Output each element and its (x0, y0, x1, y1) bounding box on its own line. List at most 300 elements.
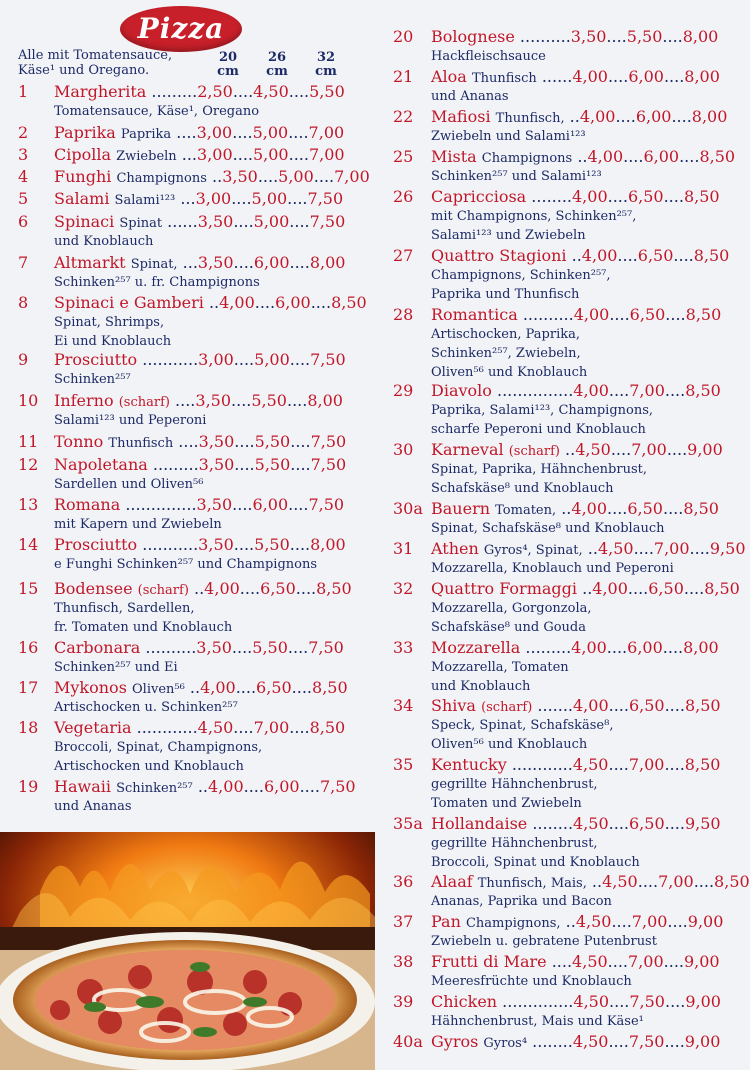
dot-leader: .... (232, 495, 253, 514)
item-inline-desc: Spinat (119, 216, 163, 231)
pizza-image (0, 832, 375, 1070)
item-inline-desc: Paprika (120, 127, 172, 142)
item-name: Hollandaise (431, 814, 528, 833)
price-32cm: 7,50 (307, 189, 344, 208)
dot-leader: .... (291, 678, 313, 697)
item-description: Meeresfrüchte und Knoblauch (431, 974, 632, 989)
price-20cm: 4,50 (572, 755, 609, 774)
dot-leader: ......... (146, 82, 198, 101)
item-description: gegrillte Hähnchenbrust, (431, 836, 598, 851)
price-20cm: 4,50 (572, 952, 608, 971)
price-26cm: 5,00 (253, 212, 290, 231)
price-20cm: 4,00 (572, 67, 608, 86)
dot-leader: .... (683, 579, 705, 598)
price-20cm: 4,50 (597, 539, 634, 558)
price-20cm: 4,50 (575, 440, 611, 459)
item-inline-desc: Oliven⁵⁶ (132, 682, 185, 697)
pizza-title-badge (120, 6, 242, 52)
item-inline-desc: Gyros⁴, Spinat, (483, 543, 583, 558)
item-number: 26 (393, 187, 414, 206)
dot-leader: .... (232, 145, 253, 164)
price-32cm: 8,50 (683, 499, 719, 518)
price-32cm: 8,50 (331, 293, 367, 312)
item-description: Speck, Spinat, Schafskäse⁸, (431, 718, 614, 733)
price-32cm: 8,00 (683, 638, 719, 657)
dot-leader: .. (582, 539, 598, 558)
item-number: 1 (18, 82, 29, 101)
dot-leader: .... (288, 123, 309, 142)
item-inline-desc: Thunfisch, Mais, (477, 876, 587, 891)
item-description: Spinat, Paprika, Hähnchenbrust, (431, 462, 647, 477)
dot-leader: .............. (120, 495, 197, 514)
dot-leader: .... (607, 952, 629, 971)
item-line (54, 678, 348, 700)
menu-item (375, 1032, 750, 1051)
dot-leader: ........ (526, 187, 572, 206)
price-20cm: 3,50 (196, 495, 233, 514)
dot-leader: .... (693, 872, 715, 891)
price-26cm: 6,50 (637, 246, 674, 265)
dot-leader: .... (290, 432, 311, 451)
item-number: 3 (18, 145, 29, 164)
item-line (431, 814, 721, 834)
dot-leader: .... (299, 777, 320, 796)
dot-leader: ............... (491, 381, 574, 400)
price-20cm: 4,00 (573, 305, 610, 324)
item-line (54, 579, 352, 601)
price-32cm: 7,50 (308, 495, 345, 514)
menu-item (375, 872, 750, 909)
price-32cm: 7,50 (319, 777, 356, 796)
price-26cm: 7,00 (629, 381, 665, 400)
dot-leader: .... (665, 305, 686, 324)
item-description: Artischocken u. Schinken²⁵⁷ (54, 700, 238, 715)
item-line (54, 638, 344, 658)
item-description: Tomatensauce, Käse¹, Oregano (54, 104, 260, 119)
price-26cm: 7,00 (658, 872, 694, 891)
price-26cm: 6,50 (627, 499, 663, 518)
dot-leader: .......... (140, 638, 197, 657)
price-26cm: 7,00 (631, 440, 667, 459)
dot-leader: .... (295, 579, 317, 598)
price-26cm: 5,00 (252, 123, 289, 142)
item-description: Oliven⁵⁶ und Knoblauch (431, 737, 588, 752)
dot-leader: .......... (517, 305, 574, 324)
price-32cm: 9,00 (685, 992, 721, 1011)
price-32cm: 9,50 (684, 814, 721, 833)
item-name: Hawaii (54, 777, 111, 796)
item-description: Schafskäse⁸ und Gouda (431, 620, 586, 635)
price-32cm: 8,50 (699, 147, 736, 166)
item-line (54, 432, 346, 454)
dot-leader: .... (637, 872, 659, 891)
price-32cm: 7,50 (309, 212, 346, 231)
item-line (431, 872, 750, 894)
dot-leader: .... (627, 579, 649, 598)
item-inline-desc: Thunfisch, (495, 111, 565, 126)
item-description: Mozzarella, Gorgonzola, (431, 601, 592, 616)
dot-leader: .... (667, 912, 688, 931)
dot-leader: .... (233, 212, 254, 231)
dot-leader: .. (564, 107, 580, 126)
item-number: 18 (18, 718, 39, 737)
item-name: Pan (431, 912, 461, 931)
dot-leader: .... (664, 381, 686, 400)
item-inline-desc: Gyros⁴ (483, 1036, 528, 1051)
price-20cm: 3,00 (198, 350, 234, 369)
item-name: Inferno (54, 391, 114, 410)
price-26cm: 5,50 (254, 432, 291, 451)
item-name: Gyros (431, 1032, 479, 1051)
dot-leader: .... (231, 189, 252, 208)
item-number: 35 (393, 755, 414, 774)
price-20cm: 4,50 (602, 872, 638, 891)
dot-leader: .... (664, 814, 685, 833)
item-description: Schinken²⁵⁷ (54, 372, 131, 387)
menu-item (0, 293, 375, 349)
item-name: Carbonara (54, 638, 141, 657)
item-line (54, 82, 345, 102)
dot-leader: .... (254, 293, 276, 312)
dot-leader: .... (679, 147, 700, 166)
price-26cm: 5,50 (254, 535, 290, 554)
dot-leader: .... (608, 755, 629, 774)
dot-leader: .... (231, 638, 253, 657)
intro-text: Alle mit Tomatensauce, Käse¹ und Oregano. (18, 48, 173, 78)
price-32cm: 7,50 (308, 638, 344, 657)
dot-leader: .. (203, 293, 220, 312)
size-unit: cm (315, 64, 337, 79)
item-inline-desc: Champignons, (465, 916, 561, 931)
item-line (431, 992, 721, 1012)
price-26cm: 5,00 (251, 189, 288, 208)
item-description: Ei und Knoblauch (54, 334, 172, 349)
price-26cm: 7,00 (631, 912, 668, 931)
price-26cm: 6,50 (260, 579, 296, 598)
item-line (431, 187, 720, 207)
price-32cm: 8,50 (693, 246, 730, 265)
item-description: Broccoli, Spinat und Knoblauch (431, 855, 640, 870)
dot-leader: .. (566, 246, 582, 265)
price-32cm: 7,50 (310, 455, 347, 474)
item-name: Alaaf (431, 872, 473, 891)
dot-leader: ........... (137, 350, 199, 369)
menu-item (0, 678, 375, 715)
dot-leader: .... (666, 440, 688, 459)
menu-item (375, 107, 750, 144)
price-20cm: 4,00 (208, 777, 244, 796)
dot-leader: .... (288, 145, 309, 164)
item-name: Athen (431, 539, 479, 558)
item-number: 37 (393, 912, 414, 931)
item-line (54, 253, 345, 275)
price-20cm: 3,50 (198, 432, 235, 451)
price-32cm: 8,50 (683, 187, 720, 206)
item-description: mit Champignons, Schinken²⁵⁷, (431, 209, 637, 224)
dot-leader: ......... (147, 455, 199, 474)
price-26cm: 6,50 (627, 187, 664, 206)
pizza-photo (0, 832, 375, 1070)
dot-leader: .... (234, 432, 255, 451)
dot-leader: .... (623, 147, 644, 166)
size-header-32 (311, 51, 341, 79)
dot-leader: ............ (506, 755, 573, 774)
item-name: Mozzarella (431, 638, 521, 657)
dot-leader: .......... (514, 27, 571, 46)
item-number: 35a (393, 814, 423, 833)
price-26cm: 6,50 (648, 579, 684, 598)
item-line (431, 638, 719, 658)
item-inline-desc: Schinken²⁵⁷ (116, 781, 193, 796)
price-20cm: 3,50 (197, 212, 234, 231)
price-32cm: 9,00 (687, 912, 724, 931)
item-name: Funghi (54, 167, 112, 186)
dot-leader: .... (232, 123, 253, 142)
item-number: 16 (18, 638, 39, 657)
price-32cm: 9,00 (687, 440, 723, 459)
item-description: Schinken²⁵⁷ und Ei (54, 660, 178, 675)
price-26cm: 7,00 (628, 952, 664, 971)
dot-leader: .... (235, 678, 257, 697)
size-header-20 (213, 51, 243, 79)
item-number: 12 (18, 455, 39, 474)
item-description: scharfe Peperoni und Knoblauch (431, 422, 646, 437)
item-number: 38 (393, 952, 414, 971)
dot-leader: ....... (532, 696, 573, 715)
item-name: Chicken (431, 992, 498, 1011)
dot-leader: .... (243, 777, 264, 796)
item-inline-desc: Zwiebeln (116, 149, 177, 164)
item-line (54, 391, 343, 413)
price-20cm: 4,50 (573, 992, 610, 1011)
price-20cm: 3,00 (195, 189, 232, 208)
item-number: 19 (18, 777, 39, 796)
price-20cm: 3,50 (197, 253, 234, 272)
menu-item (375, 147, 750, 184)
item-line (431, 755, 720, 775)
item-description: Schafskäse⁸ und Knoblauch (431, 481, 614, 496)
dot-leader: .... (607, 187, 628, 206)
item-line (54, 455, 346, 475)
menu-item (375, 499, 750, 536)
item-description: und Ananas (54, 799, 132, 814)
item-number: 27 (393, 246, 414, 265)
dot-leader: .... (615, 107, 636, 126)
price-26cm: 7,00 (628, 755, 665, 774)
item-line (54, 777, 356, 799)
dot-leader: .... (609, 305, 630, 324)
item-name: Bolognese (431, 27, 515, 46)
menu-item (375, 638, 750, 694)
item-number: 13 (18, 495, 39, 514)
item-number: 29 (393, 381, 414, 400)
price-20cm: 4,00 (200, 678, 236, 697)
price-20cm: 4,00 (592, 579, 628, 598)
item-line (54, 167, 370, 189)
item-name: Bauern (431, 499, 491, 518)
item-name: Diavolo (431, 381, 492, 400)
item-description: Salami¹²³ und Zwiebeln (431, 228, 586, 243)
item-inline-desc: Tomaten, (495, 503, 557, 518)
price-26cm: 6,00 (627, 638, 663, 657)
item-description: Artischocken, Paprika, (431, 327, 580, 342)
price-20cm: 4,00 (572, 187, 608, 206)
price-32cm: 8,00 (684, 67, 720, 86)
menu-item (0, 253, 375, 290)
item-line (431, 952, 720, 972)
item-line (431, 381, 721, 401)
price-20cm: 3,50 (198, 535, 234, 554)
item-description: Oliven⁵⁶ und Knoblauch (431, 365, 588, 380)
price-32cm: 8,50 (685, 305, 722, 324)
dot-leader: .... (673, 246, 694, 265)
dot-leader: ........ (527, 1032, 573, 1051)
dot-leader: ......... (520, 638, 572, 657)
item-description: Champignons, Schinken²⁵⁷, (431, 268, 611, 283)
price-32cm: 7,00 (334, 167, 370, 186)
price-26cm: 5,50 (251, 391, 287, 410)
menu-item (0, 638, 375, 675)
price-32cm: 8,50 (684, 696, 721, 715)
dot-leader: .... (664, 1032, 685, 1051)
price-32cm: 9,00 (683, 952, 720, 971)
dot-leader: .... (233, 253, 254, 272)
dot-leader: .... (173, 432, 199, 451)
item-name: Napoletana (54, 455, 148, 474)
dot-leader: .... (607, 67, 629, 86)
item-line (54, 189, 343, 211)
dot-leader: ............ (131, 718, 198, 737)
item-name: Capricciosa (431, 187, 527, 206)
price-32cm: 9,00 (684, 1032, 721, 1051)
item-line (431, 499, 719, 521)
price-32cm: 8,00 (682, 27, 719, 46)
item-name: Mafiosi (431, 107, 491, 126)
item-description: e Funghi Schinken²⁵⁷ und Champignons (54, 557, 318, 572)
item-name: Vegetaria (54, 718, 132, 737)
price-20cm: 4,00 (204, 579, 240, 598)
item-name: Prosciutto (54, 350, 138, 369)
menu-item (375, 187, 750, 243)
price-32cm: 7,00 (308, 145, 345, 164)
price-20cm: 4,00 (571, 638, 607, 657)
item-description: Zwiebeln und Salami¹²³ (431, 129, 586, 144)
dot-leader: .... (310, 293, 332, 312)
spicy-label: (scharf) (481, 700, 533, 715)
dot-leader: .... (232, 82, 254, 101)
menu-item (0, 350, 375, 387)
item-line (54, 123, 344, 145)
dot-leader: .. (556, 499, 572, 518)
price-20cm: 4,00 (571, 499, 608, 518)
item-line (54, 212, 345, 234)
dot-leader: .... (662, 499, 684, 518)
page-title: Pizza (137, 12, 225, 45)
dot-leader: .. (560, 912, 576, 931)
item-description: Artischocken und Knoblauch (54, 759, 244, 774)
item-number: 30 (393, 440, 414, 459)
dot-leader: .. (188, 579, 205, 598)
item-line (431, 912, 723, 934)
menu-item (375, 912, 750, 949)
item-description: und Knoblauch (431, 679, 531, 694)
item-description: Sardellen und Oliven⁵⁶ (54, 477, 204, 492)
menu-item (375, 67, 750, 104)
item-number: 39 (393, 992, 414, 1011)
item-line (431, 440, 723, 462)
dot-leader: .. (559, 440, 576, 459)
item-line (54, 350, 346, 370)
item-number: 2 (18, 123, 29, 142)
item-name: Aloa (431, 67, 467, 86)
item-name: Paprika (54, 123, 116, 142)
price-26cm: 6,00 (252, 495, 289, 514)
item-description: fr. Tomaten und Knoblauch (54, 620, 233, 635)
dot-leader: .... (290, 455, 311, 474)
item-description: Thunfisch, Sardellen, (54, 601, 195, 616)
item-inline-desc: Spinat, (130, 257, 178, 272)
price-20cm: 3,00 (196, 123, 233, 142)
size-label: 26 (267, 50, 287, 65)
size-label: 32 (316, 50, 336, 65)
dot-leader: .... (608, 381, 630, 400)
item-line (431, 107, 727, 129)
menu-item (375, 246, 750, 302)
item-name: Altmarkt (54, 253, 126, 272)
dot-leader: .... (617, 246, 638, 265)
price-32cm: 8,00 (307, 391, 343, 410)
menu-item (375, 755, 750, 811)
item-description: mit Kapern und Zwiebeln (54, 517, 222, 532)
menu-item (0, 777, 375, 814)
menu-item (0, 495, 375, 532)
price-32cm: 9,50 (709, 539, 746, 558)
item-inline-desc: Champignons (481, 151, 573, 166)
price-20cm: 4,50 (572, 1032, 609, 1051)
price-32cm: 7,00 (308, 123, 345, 142)
item-description: Spinat, Shrimps, (54, 315, 165, 330)
item-description: und Knoblauch (54, 234, 154, 249)
price-20cm: 2,50 (197, 82, 233, 101)
item-name: Karneval (431, 440, 504, 459)
item-line (54, 535, 346, 555)
price-26cm: 7,50 (629, 992, 665, 1011)
item-line (431, 539, 746, 561)
dot-leader: .. (577, 579, 593, 598)
dot-leader: .... (287, 189, 308, 208)
item-number: 20 (393, 27, 414, 46)
item-number: 28 (393, 305, 414, 324)
item-line (54, 145, 345, 167)
item-description: Schinken²⁵⁷, Zwiebeln, (431, 346, 581, 361)
dot-leader: .... (289, 535, 311, 554)
dot-leader: .... (663, 187, 684, 206)
item-number: 33 (393, 638, 414, 657)
item-description: Tomaten und Zwiebeln (431, 796, 582, 811)
price-26cm: 5,00 (278, 167, 314, 186)
item-name: Salami (54, 189, 110, 208)
dot-leader: .... (288, 495, 309, 514)
item-number: 15 (18, 579, 39, 598)
item-number: 31 (393, 539, 414, 558)
dot-leader: .... (609, 992, 630, 1011)
item-description: Paprika, Salami¹²³, Champignons, (431, 403, 654, 418)
dot-leader: .............. (497, 992, 574, 1011)
price-20cm: 4,00 (573, 381, 609, 400)
item-description: Schinken²⁵⁷ u. fr. Champignons (54, 275, 260, 290)
price-20cm: 3,50 (196, 638, 232, 657)
item-name: Cipolla (54, 145, 112, 164)
